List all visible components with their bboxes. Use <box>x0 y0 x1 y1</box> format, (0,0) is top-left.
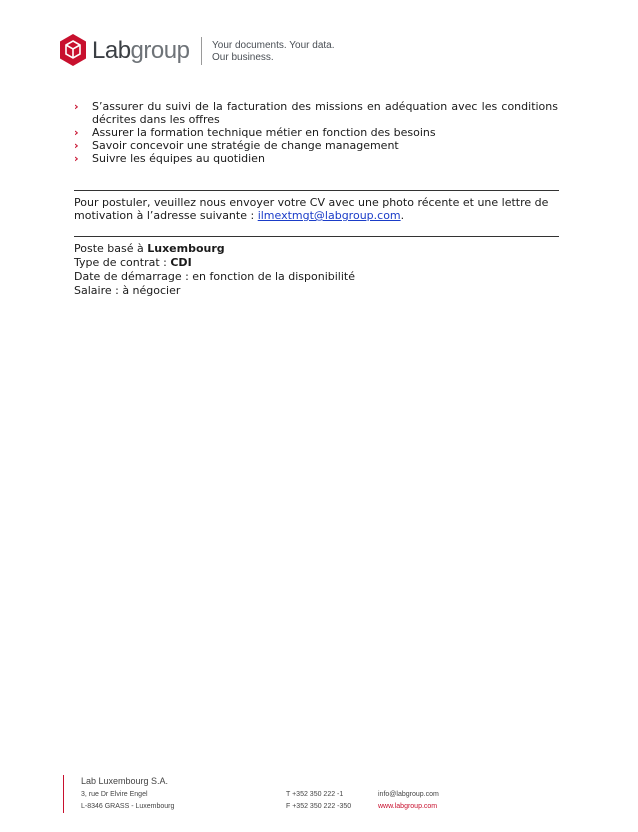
footer-contact <box>378 789 439 813</box>
footer-email[interactable]: info@labgroup.com <box>378 791 439 798</box>
footer-accent-bar <box>63 775 64 813</box>
list-item <box>74 126 558 139</box>
list-item <box>74 139 558 152</box>
footer-website[interactable]: www.labgroup.com <box>378 803 438 810</box>
footer-company: Lab Luxembourg S.A. <box>81 776 169 786</box>
job-details <box>74 242 355 298</box>
labgroup-logo-icon <box>59 34 87 66</box>
location-value: Luxembourg <box>147 242 225 255</box>
footer-address-line-1: 3, rue Dr Elvire Engel <box>81 791 148 798</box>
tagline-line-2: Our business. <box>212 52 274 63</box>
chevron-right-icon: › <box>74 100 79 113</box>
responsibilities-list <box>74 100 558 165</box>
chevron-right-icon: › <box>74 152 79 165</box>
tagline-line-1: Your documents. Your data. <box>212 40 335 51</box>
divider-bottom <box>74 236 559 237</box>
divider-top <box>74 190 559 191</box>
list-item-text: Suivre les équipes au quotidien <box>92 152 265 165</box>
footer-address <box>81 789 174 813</box>
list-item-text: Savoir concevoir une stratégie de change management <box>92 139 399 152</box>
start-date-line: Date de démarrage : en fonction de la disponibilité <box>74 270 355 283</box>
contract-value: CDI <box>170 256 192 269</box>
brand-group: group <box>130 37 190 64</box>
chevron-right-icon: › <box>74 139 79 152</box>
apply-text: Pour postuler, veuillez nous envoyer votre CV avec une photo récente et une lettre de motivation à l’adresse suivante : <box>74 196 549 222</box>
chevron-right-icon: › <box>74 126 79 139</box>
list-item-text: S’assurer du suivi de la facturation des missions en adéquation avec les conditions décrites dans les offres <box>92 100 558 126</box>
contract-line <box>74 256 355 270</box>
application-email-link[interactable]: ilmextmgt@labgroup.com <box>257 209 401 222</box>
list-item <box>74 100 558 126</box>
list-item-text: Assurer la formation technique métier en fonction des besoins <box>92 126 436 139</box>
footer-phone-line: T +352 350 222 -1 <box>286 791 344 798</box>
apply-suffix: . <box>400 209 405 222</box>
location-line <box>74 242 355 256</box>
salary-line: Salaire : à négocier <box>74 284 181 297</box>
contract-label: Type de contrat : <box>74 256 171 269</box>
tagline <box>212 40 335 64</box>
footer-phone <box>286 789 351 813</box>
list-item <box>74 152 558 165</box>
application-instructions <box>74 196 559 222</box>
logo-divider <box>201 37 202 65</box>
footer-fax-line: F +352 350 222 -350 <box>286 803 352 810</box>
brand-name <box>92 37 189 65</box>
brand-lab: Lab <box>92 37 131 64</box>
location-label: Poste basé à <box>74 242 148 255</box>
footer-address-line-2: L-8346 GRASS - Luxembourg <box>81 803 175 810</box>
